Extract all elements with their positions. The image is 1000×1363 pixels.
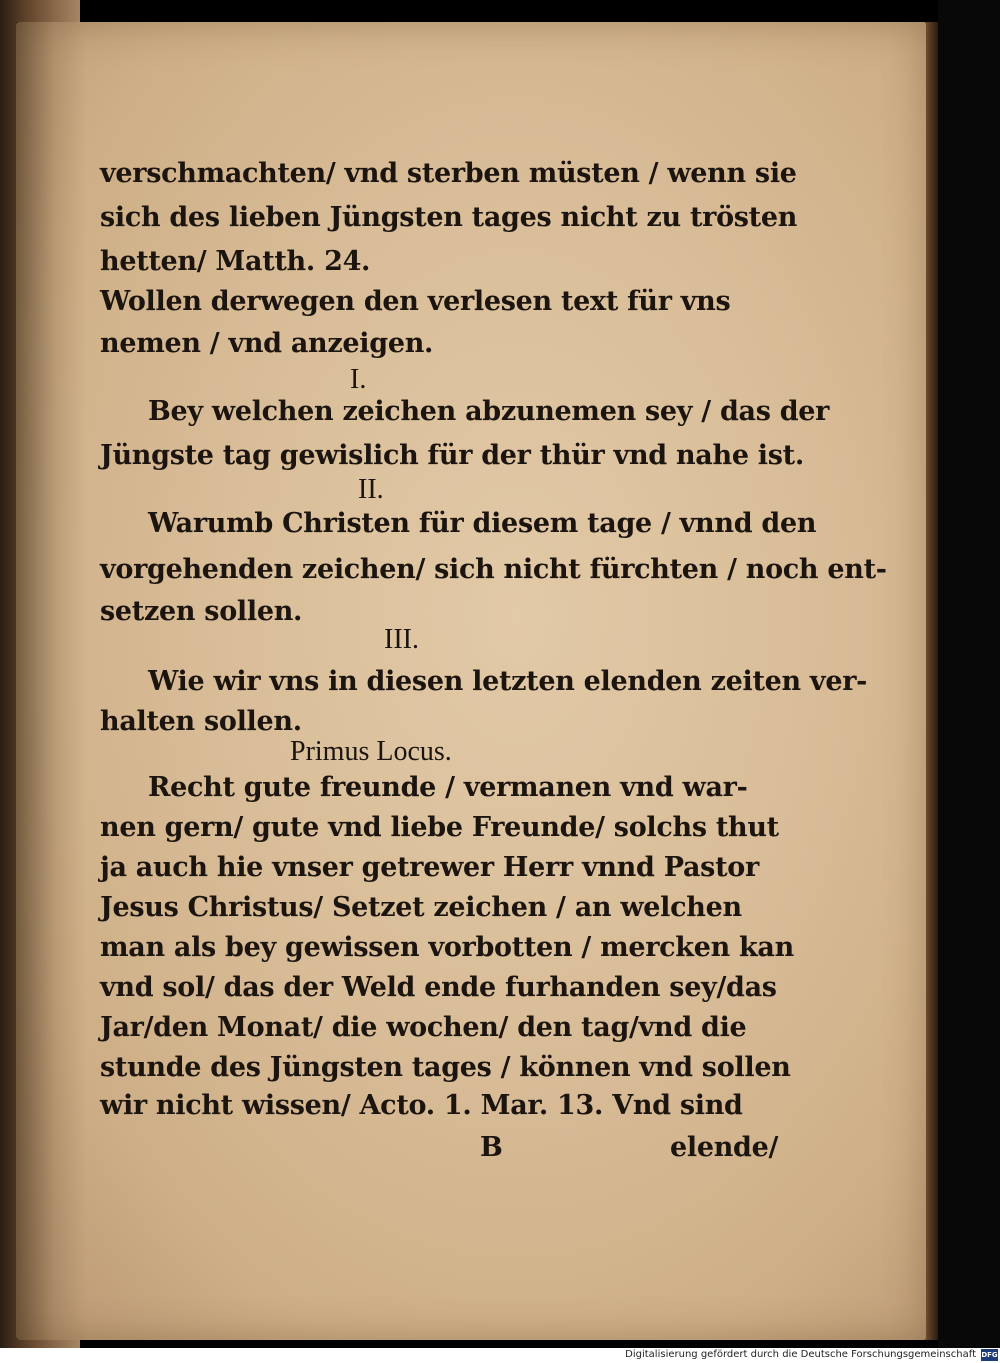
- text-line: nen gern/ gute vnd liebe Freunde/ solchs thut: [100, 812, 779, 843]
- text-line: verschmachten/ vnd sterben müsten / wenn sie: [100, 158, 797, 189]
- text-line: ja auch hie vnser getrewer Herr vnnd Pastor: [100, 852, 759, 883]
- catchword: elende/: [670, 1132, 779, 1163]
- text-line: Warumb Christen für diesem tage / vnnd den: [148, 508, 817, 539]
- text-line: Recht gute freunde / vermanen vnd war-: [148, 772, 748, 803]
- text-line: vnd sol/ das der Weld ende furhanden sey/das: [100, 972, 777, 1003]
- text-line: man als bey gewissen vorbotten / mercken kan: [100, 932, 794, 963]
- text-line: halten sollen.: [100, 706, 302, 737]
- section-numeral: II.: [358, 474, 384, 505]
- scan-background: [938, 0, 1000, 1348]
- text-line: Bey welchen zeichen abzunemen sey / das der: [148, 396, 830, 427]
- text-line: stunde des Jüngsten tages / können vnd sollen: [100, 1052, 791, 1083]
- text-line: Wollen derwegen den verlesen text für vns: [100, 286, 731, 317]
- section-numeral: I.: [350, 364, 367, 395]
- text-line: sich des lieben Jüngsten tages nicht zu trösten: [100, 202, 798, 233]
- dfg-logo: DFG: [981, 1351, 998, 1359]
- page-right-edge: [926, 22, 938, 1340]
- text-line: setzen sollen.: [100, 596, 303, 627]
- text-line: hetten/ Matth. 24.: [100, 246, 371, 277]
- text-line: vorgehenden zeichen/ sich nicht fürchten / noch ent-: [100, 554, 887, 585]
- section-numeral: III.: [384, 624, 419, 655]
- gutter-shadow: [16, 22, 86, 1340]
- text-line: wir nicht wissen/ Acto. 1. Mar. 13. Vnd sind: [100, 1090, 743, 1121]
- text-line: Jar/den Monat/ die wochen/ den tag/vnd die: [100, 1012, 747, 1043]
- signature-mark: B: [480, 1132, 503, 1163]
- text-line: Jüngste tag gewislich für der thür vnd nahe ist.: [100, 440, 804, 471]
- text-line: Jesus Christus/ Setzet zeichen / an welchen: [100, 892, 742, 923]
- footer-credit: Digitalisierung gefördert durch die Deutsche Forschungsgemeinschaft: [625, 1349, 976, 1360]
- text-line: Wie wir vns in diesen letzten elenden zeiten ver-: [148, 666, 868, 697]
- text-line: nemen / vnd anzeigen.: [100, 328, 434, 359]
- section-heading: Primus Locus.: [290, 736, 452, 767]
